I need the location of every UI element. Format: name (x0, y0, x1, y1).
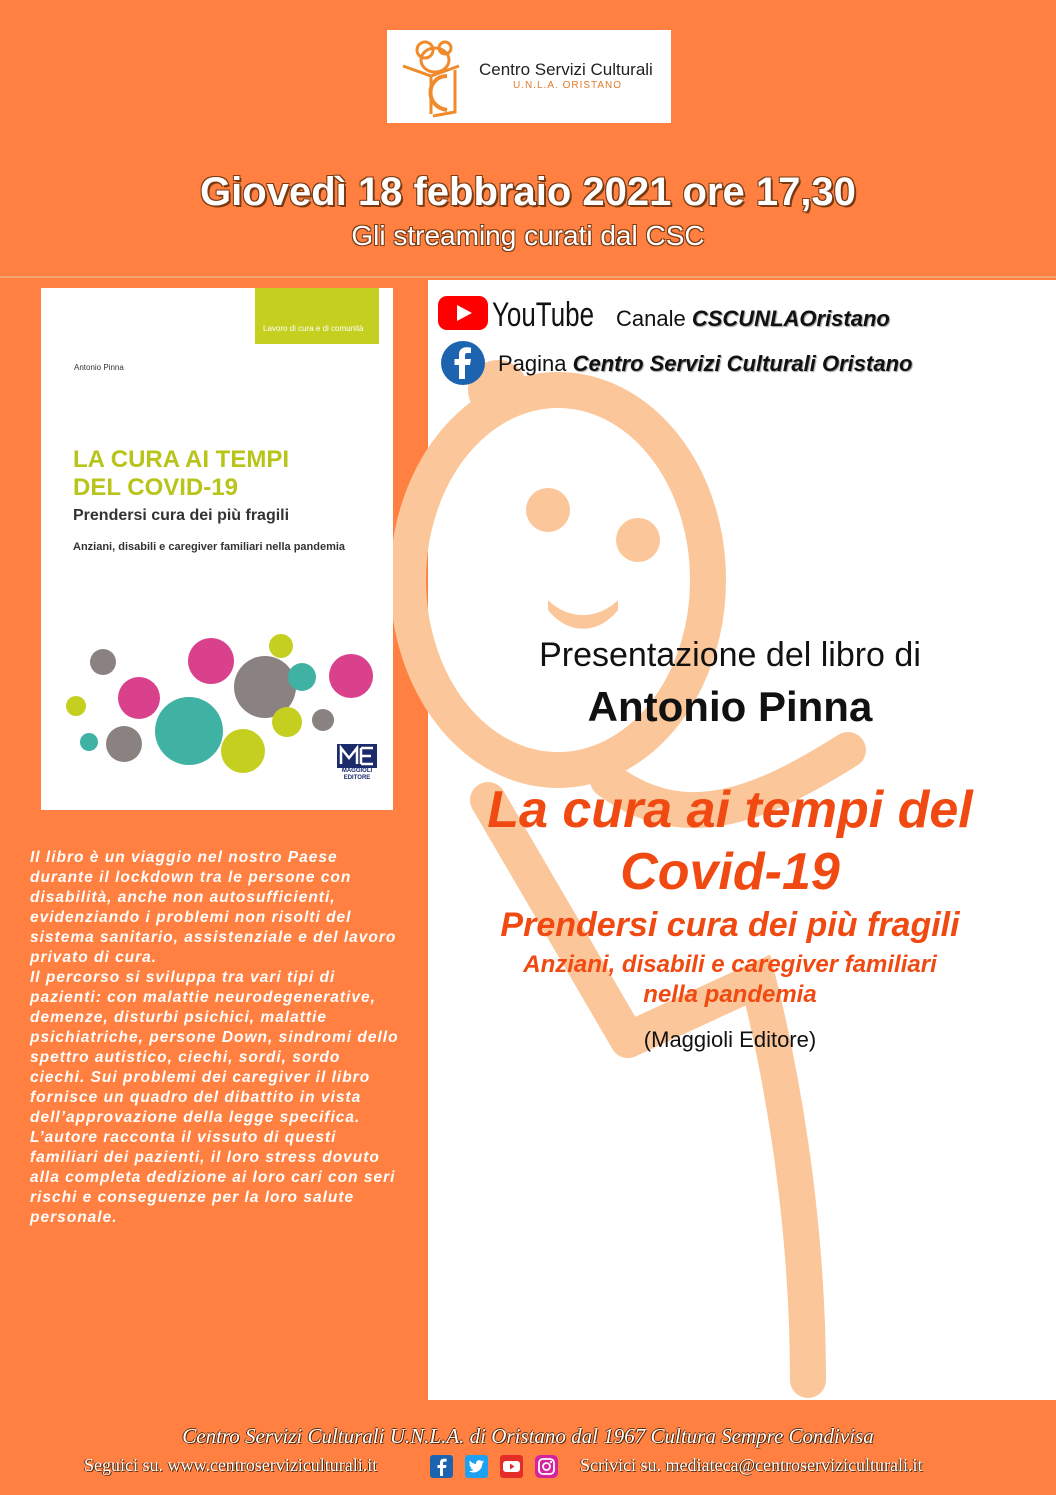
youtube-logo-icon[interactable] (438, 296, 488, 330)
facebook-prefix: Pagina (498, 351, 573, 376)
footer-tagline: Centro Servizi Culturali U.N.L.A. di Oristano dal 1967 Cultura Sempre Condivisa (182, 1424, 874, 1448)
cover-title-line1: LA CURA AI TEMPI (73, 446, 289, 473)
event-date: Giovedì 18 febbraio 2021 ore 17,30 (200, 170, 856, 214)
footer-website-link[interactable]: Seguici su. www.centroserviziculturali.it (84, 1455, 378, 1475)
cover-subsubtitle: Anziani, disabili e caregiver familiari nella pandemia (73, 541, 346, 553)
cover-subtitle: Prendersi cura dei più fragili (73, 507, 290, 524)
youtube-prefix: Canale (616, 306, 692, 331)
mascot-book-icon (397, 36, 469, 118)
description-paragraph-2: Il percorso si sviluppa tra vari tipi di pazienti: con malattie neurodegenerative, demenze, disturbi psichici, malattie psichiatriche, persone Down, sindromi dello spettro autistico, ciechi, sordi, sordo ciechi. Sui problemi dei caregiver il libro fornisce un quadro del dibattito in vista dell’approvazione della legge specifica. L’autore racconta il vissuto di questi familiari dei pazienti, il loro stress dovuto alla completa dedizione ai loro cari con seri rischi e conseguenze per la loro salute personale. (30, 969, 399, 1226)
book-subsubtitle-line1: Anziani, disabili e caregiver familiari (523, 951, 937, 978)
mascot-watermark-icon (428, 280, 1056, 1400)
publisher-note: (Maggioli Editore) (643, 1027, 817, 1052)
right-panel (428, 280, 1056, 1400)
youtube-wordmark (492, 296, 596, 334)
logo-title: Centro Servizi Culturali (479, 60, 653, 79)
book-title-line2: Covid-19 (620, 843, 840, 901)
logo-subtitle: U.N.L.A. ORISTANO (513, 80, 623, 91)
youtube-icon[interactable] (500, 1455, 523, 1478)
twitter-icon[interactable] (465, 1455, 488, 1478)
svg-text:YouTube: YouTube (492, 296, 594, 334)
logo (387, 30, 671, 123)
book-subtitle: Prendersi cura dei più fragili (500, 906, 960, 944)
youtube-channel-label[interactable] (616, 306, 890, 332)
header-divider (0, 276, 1056, 278)
footer-email-link[interactable]: Scrivici su. mediateca@centroserviziculturali.it (580, 1455, 923, 1475)
streaming-subtitle: Gli streaming curati dal CSC (351, 220, 705, 251)
facebook-page-label[interactable] (498, 351, 912, 377)
presentation-author: Antonio Pinna (587, 683, 873, 730)
cover-publisher-label: MAGGIOLI EDITORE (341, 768, 373, 781)
book-description (30, 848, 400, 1228)
maggioli-logo-icon (337, 744, 377, 768)
facebook-icon[interactable] (430, 1455, 453, 1478)
facebook-page-name[interactable]: Centro Servizi Culturali Oristano (572, 351, 913, 376)
cover-series-band (255, 288, 379, 344)
description-paragraph-1: Il libro è un viaggio nel nostro Paese durante il lockdown tra le persone con disabilità, anche non autosufficienti, evidenziando i problemi non risolti del sistema sanitario, assistenziale e del lavoro privato di cura. (30, 849, 397, 966)
cover-author: Antonio Pinna (74, 363, 124, 372)
presentation-intro: Presentazione del libro di (539, 636, 921, 674)
cover-series-label: Lavoro di cura e di comunità (263, 324, 364, 333)
book-subsubtitle-line2: nella pandemia (643, 981, 817, 1008)
cover-publisher-logo (337, 744, 377, 781)
book-title-line1: La cura ai tempi del (487, 781, 973, 839)
cover-title-line2: DEL COVID-19 (73, 474, 238, 501)
facebook-icon[interactable] (441, 341, 485, 385)
book-cover (41, 288, 393, 810)
youtube-channel-name[interactable]: CSCUNLAOristano (691, 306, 890, 331)
instagram-icon[interactable] (535, 1455, 558, 1478)
